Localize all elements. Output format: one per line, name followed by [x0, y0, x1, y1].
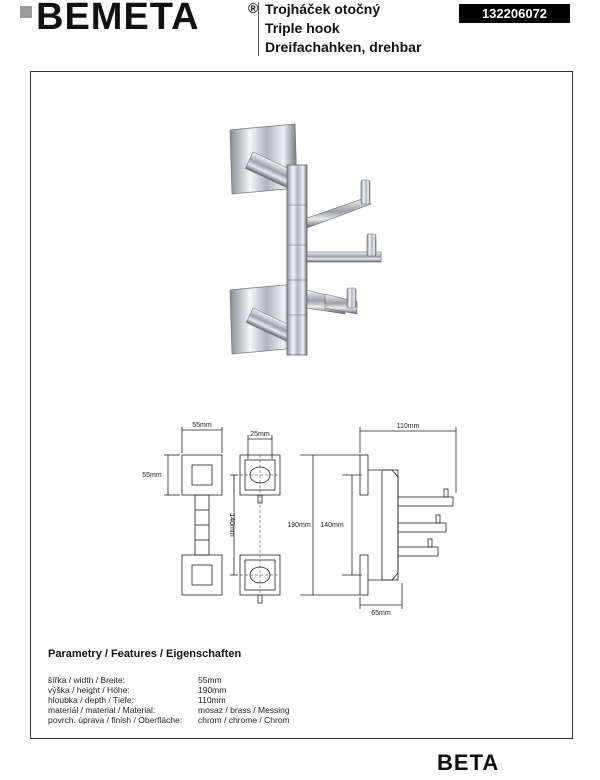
product-titles [265, 0, 421, 57]
dim-front-width: 55mm [192, 422, 212, 429]
brand-logo [20, 0, 259, 42]
specs-heading: Parametry / Features / Eigenschaften [48, 648, 242, 660]
logo-square-icon [20, 6, 32, 18]
spec-row [48, 705, 468, 715]
spec-label: materiál / material / Material: [48, 705, 156, 715]
spec-row [48, 675, 468, 685]
spec-value: 55mm [198, 675, 222, 685]
front-view [164, 427, 222, 595]
series-name: BETA [437, 750, 500, 775]
spec-label: výška / height / Höhe: [48, 685, 130, 695]
dim-spacing-right: 140mm [320, 522, 344, 529]
spec-value: chrom / chrome / Chrom [198, 715, 290, 725]
spec-label: hloubka / depth / Tiefe: [48, 695, 135, 705]
spec-value: 110mm [198, 695, 226, 705]
dim-side-width: 25mm [250, 431, 270, 438]
technical-drawing [130, 415, 490, 630]
spec-value: 190mm [198, 685, 227, 695]
spec-label: šířka / width / Breite: [48, 675, 125, 685]
brand-name: BEMETA [36, 0, 200, 38]
dim-mount-spacing: 140mm [228, 513, 235, 537]
spec-row [48, 685, 468, 695]
dim-front-height: 55mm [142, 472, 162, 479]
title-german: Dreifachahken, drehbar [265, 39, 422, 55]
back-view [230, 435, 280, 603]
specs-section [48, 648, 468, 725]
spec-value: mosaz / brass / Messing [198, 705, 290, 715]
dim-wall-depth: 65mm [371, 610, 391, 617]
title-czech: Trojháček otočný [265, 1, 381, 17]
spec-row [48, 715, 468, 725]
header-divider [258, 2, 259, 56]
title-english: Triple hook [265, 20, 340, 36]
product-photo [195, 110, 395, 370]
dim-depth: 110mm [396, 423, 420, 430]
spec-row [48, 695, 468, 705]
dim-total-height: 190mm [287, 522, 311, 529]
spec-label: povrch. úprava / finish / Oberfläche: [48, 715, 183, 725]
side-view [360, 427, 456, 609]
product-code-badge: 132206072 [459, 4, 570, 23]
registered-mark: ® [248, 0, 259, 16]
